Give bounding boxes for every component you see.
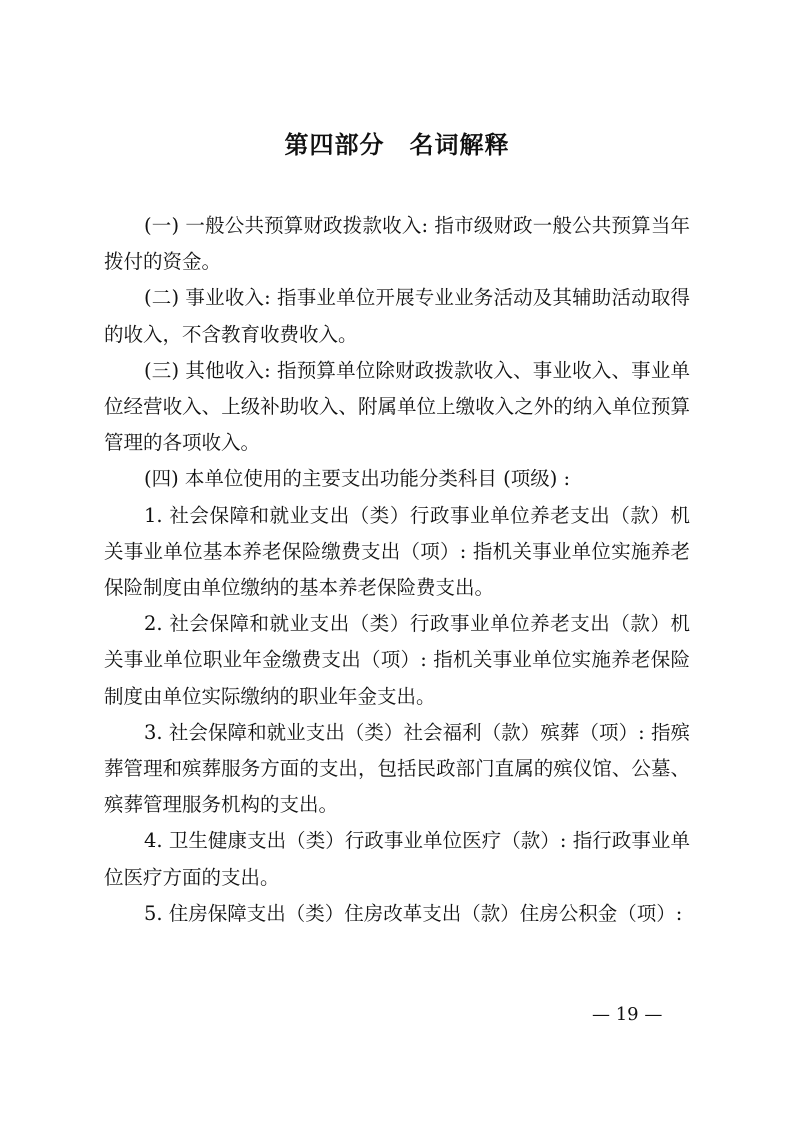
paragraph-other-income: (三) 其他收入: 指预算单位除财政拨款收入、事业收入、事业单位经营收入、上级补助收入、附属单位上缴收入之外的纳入单位预算管理的各项收入。 bbox=[104, 358, 690, 455]
paragraph-item-3-funeral: 3. 社会保障和就业支出（类）社会福利（款）殡葬（项）: 指殡葬管理和殡葬服务方面的支出，包括民政部门直属的殡仪馆、公墓、殡葬管理服务机构的支出。 bbox=[104, 720, 690, 817]
paragraph-item-4-medical: 4. 卫生健康支出（类）行政事业单位医疗（款）: 指行政事业单位医疗方面的支出。 bbox=[104, 829, 690, 889]
paragraph-item-5-housing-fund: 5. 住房保障支出（类）住房改革支出（款）住房公积金（项）: bbox=[144, 901, 683, 925]
paragraph-item-2-occupational-annuity: 2. 社会保障和就业支出（类）行政事业单位养老支出（款）机关事业单位职业年金缴费支出（项）: 指机关事业单位实施养老保险制度由单位实际缴纳的职业年金支出。 bbox=[104, 612, 690, 708]
document-body bbox=[104, 208, 690, 932]
paragraph-business-income: (二) 事业收入: 指事业单位开展专业业务活动及其辅助活动取得的收入，不含教育收费收入。 bbox=[104, 286, 690, 346]
paragraph-expenditure-categories: (四) 本单位使用的主要支出功能分类科目 (项级) : bbox=[144, 467, 571, 491]
page-number: — 19 — bbox=[592, 1004, 663, 1025]
paragraph-item-1-basic-pension: 1. 社会保障和就业支出（类）行政事业单位养老支出（款）机关事业单位基本养老保险缴费支出（项）: 指机关事业单位实施养老保险制度由单位缴纳的基本养老保险费支出。 bbox=[104, 503, 690, 600]
paragraph-general-budget-income: (一) 一般公共预算财政拨款收入: 指市级财政一般公共预算当年拨付的资金。 bbox=[104, 214, 690, 274]
page-title: 第四部分 名词解释 bbox=[284, 131, 510, 159]
